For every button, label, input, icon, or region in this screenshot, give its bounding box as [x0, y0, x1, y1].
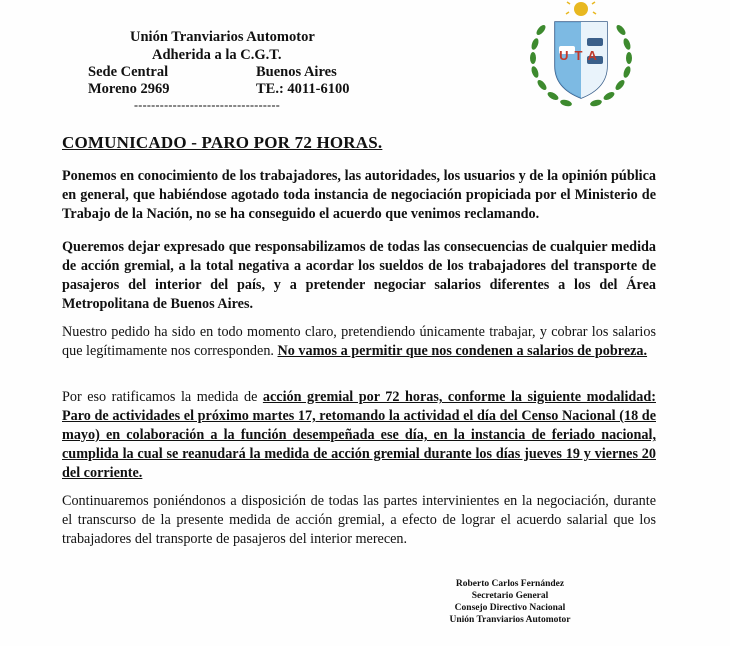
paragraph-1: Ponemos en conocimiento de los trabajadores, las autoridades, los usuarios y de la opinión pública en general, que habiéndose agotado toda instancia de negociación propiciada por el Ministerio de Trabajo de la Nación, no se ha conseguido el acuerdo que venimos reclamando. [62, 168, 656, 222]
paragraph-4 [62, 388, 656, 483]
page-title: COMUNICADO - PARO POR 72 HORAS. [62, 133, 383, 152]
paragraph-3-text: Nuestro pedido ha sido en todo momento claro, pretendiendo únicamente trabajar, y cobrar los salarios que legítimamente nos corresponden. [62, 324, 656, 359]
header-divider: ---------------------------------- [134, 98, 281, 112]
signature-role: Secretario General [471, 591, 549, 601]
signature-name: Roberto Carlos Fernández [455, 579, 565, 589]
signature-org: Unión Tranviarios Automotor [449, 615, 571, 625]
paragraph-5: Continuaremos poniéndonos a disposición de todas las partes intervinientes en la negociación, durante el transcurso de la presente medida de acción gremial, a efecto de lograr el acuerdo salarial que los trabajadores del transporte de pasajeros del interior merecen. [62, 493, 656, 547]
header-phone: TE.: 4011-6100 [256, 81, 350, 97]
sun-icon [566, 0, 596, 16]
signature-council: Consejo Directivo Nacional [454, 603, 566, 613]
paragraph-2: Queremos dejar expresado que responsabilizamos de todas las consecuencias de cualquier medida de acción gremial, a la total negativa a acordar los sueldos de los trabajadores del transporte de pasajeros del interior del país, y a pretender negociar salarios diferentes a los del Área Metropolitana de Buenos Aires. [62, 239, 656, 312]
signature-block [410, 578, 610, 626]
header-cgt: Adherida a la C.G.T. [152, 47, 282, 63]
paragraph-4-text: Por eso ratificamos la medida de [62, 389, 263, 405]
header-sede: Sede Central [88, 64, 169, 80]
header-city: Buenos Aires [256, 64, 337, 80]
header-org-name: Unión Tranviarios Automotor [130, 29, 315, 45]
logo-letters: UTA [559, 48, 603, 63]
paragraph-3-emphasis: No vamos a permitir que nos condenen a salarios de pobreza. [277, 343, 648, 359]
paragraph-4-emphasis: acción gremial por 72 horas, conforme la siguiente modalidad: Paro de actividades el próximo martes 17, retomando la actividad el día del Censo Nacional (18 de mayo) en colaboración a la función desempeñada ese día, en la instancia de feriado nacional, cumplida la cual se reanudará la medida de acción gremial durante los días jueves 19 y viernes 20 del corriente. [62, 389, 656, 481]
uta-logo [525, 0, 637, 112]
header-address: Moreno 2969 [88, 81, 170, 97]
paragraph-3 [62, 323, 656, 361]
